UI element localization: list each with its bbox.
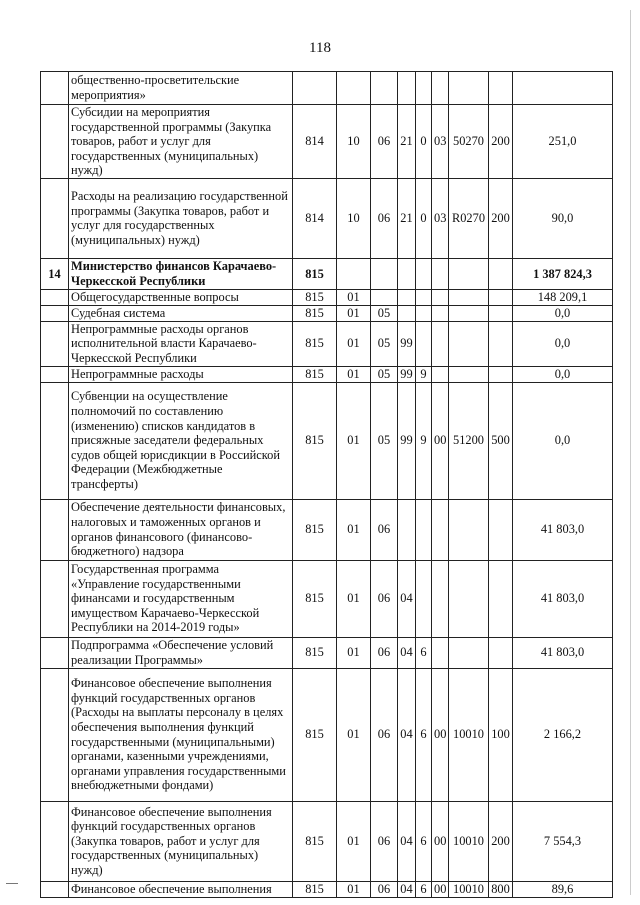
section-code-cell: 10 [337,105,371,179]
amount-cell [513,72,613,105]
expense-name-cell: Государственная программа «Управление государственными финансами и государственным имуществом Карачаево-Черкесской Республики на 2014-2019 годы» [69,560,293,637]
program-code-cell: 04 [398,637,416,668]
expense-type-code-cell [489,72,513,105]
table-row [41,499,613,560]
event-code-cell: 00 [432,801,449,881]
direction-code-cell [449,499,489,560]
row-index-cell [41,881,69,897]
ministry-row [41,258,613,289]
table-row [41,72,613,105]
expense-type-code-cell: 500 [489,382,513,499]
event-code-cell: 00 [432,668,449,801]
department-code-cell: 815 [293,289,337,305]
direction-code-cell [449,72,489,105]
subsection-code-cell: 06 [371,105,398,179]
direction-code-cell [449,258,489,289]
subsection-code-cell: 05 [371,305,398,321]
amount-cell: 251,0 [513,105,613,179]
expense-type-code-cell: 100 [489,668,513,801]
row-index-cell [41,289,69,305]
subsection-code-cell: 06 [371,801,398,881]
subsection-code-cell: 05 [371,366,398,382]
expense-name-cell: Субсидии на мероприятия государственной программы (Закупка товаров, работ и услуг для государственных (муниципальных) нужд) [69,105,293,179]
section-code-cell [337,258,371,289]
amount-cell: 7 554,3 [513,801,613,881]
expense-type-code-cell: 800 [489,881,513,897]
direction-code-cell: 10010 [449,881,489,897]
row-index-cell [41,321,69,366]
subsection-code-cell [371,289,398,305]
subprogram-code-cell: 6 [416,801,432,881]
subprogram-code-cell: 6 [416,881,432,897]
section-code-cell: 01 [337,560,371,637]
program-code-cell: 21 [398,105,416,179]
program-code-cell [398,289,416,305]
row-index-cell [41,499,69,560]
section-code-cell: 01 [337,321,371,366]
event-code-cell [432,321,449,366]
amount-cell: 1 387 824,3 [513,258,613,289]
direction-code-cell [449,637,489,668]
expense-type-code-cell [489,321,513,366]
expense-type-code-cell: 200 [489,178,513,258]
budget-table [40,71,613,898]
table-row [41,637,613,668]
amount-cell: 0,0 [513,321,613,366]
amount-cell: 41 803,0 [513,637,613,668]
row-index-cell [41,668,69,801]
subsection-code-cell: 06 [371,637,398,668]
amount-cell: 41 803,0 [513,499,613,560]
table-row [41,560,613,637]
expense-name-cell: Финансовое обеспечение выполнения функций государственных органов (Расходы на выплаты персоналу в целях обеспечения выполнения функций государственными (муниципальными) органами, казенными учреждениями, органами управления государственными внебюджетными фондами) [69,668,293,801]
subprogram-code-cell: 6 [416,637,432,668]
event-code-cell [432,258,449,289]
amount-cell: 2 166,2 [513,668,613,801]
subsection-code-cell: 06 [371,499,398,560]
expense-type-code-cell: 200 [489,105,513,179]
expense-type-code-cell [489,366,513,382]
direction-code-cell: R0270 [449,178,489,258]
table-row [41,366,613,382]
table-row [41,801,613,881]
amount-cell: 148 209,1 [513,289,613,305]
program-code-cell [398,72,416,105]
amount-cell: 41 803,0 [513,560,613,637]
department-code-cell [293,72,337,105]
table-row [41,382,613,499]
table-row [41,305,613,321]
program-code-cell: 99 [398,366,416,382]
direction-code-cell [449,305,489,321]
subsection-code-cell: 06 [371,178,398,258]
budget-table-body [41,72,613,898]
expense-type-code-cell [489,499,513,560]
expense-name-cell: Общегосударственные вопросы [69,289,293,305]
row-index-cell [41,801,69,881]
subprogram-code-cell [416,305,432,321]
section-code-cell: 01 [337,499,371,560]
department-code-cell: 815 [293,801,337,881]
event-code-cell [432,560,449,637]
department-code-cell: 815 [293,321,337,366]
department-code-cell: 815 [293,881,337,897]
table-row [41,289,613,305]
section-code-cell: 01 [337,366,371,382]
section-code-cell: 01 [337,881,371,897]
department-code-cell: 815 [293,258,337,289]
table-row [41,321,613,366]
direction-code-cell: 10010 [449,801,489,881]
subprogram-code-cell [416,560,432,637]
row-index-cell [41,366,69,382]
event-code-cell: 03 [432,178,449,258]
row-index-cell: 14 [41,258,69,289]
program-code-cell: 04 [398,668,416,801]
department-code-cell: 815 [293,366,337,382]
department-code-cell: 815 [293,637,337,668]
department-code-cell: 815 [293,382,337,499]
program-code-cell: 99 [398,321,416,366]
direction-code-cell [449,560,489,637]
margin-mark [6,883,18,884]
department-code-cell: 815 [293,560,337,637]
program-code-cell: 21 [398,178,416,258]
row-index-cell [41,178,69,258]
section-code-cell: 01 [337,668,371,801]
program-code-cell: 99 [398,382,416,499]
subsection-code-cell: 06 [371,881,398,897]
subprogram-code-cell [416,499,432,560]
subsection-code-cell: 05 [371,321,398,366]
department-code-cell: 815 [293,499,337,560]
department-code-cell: 814 [293,178,337,258]
expense-name-cell: общественно-просветительские мероприятия» [69,72,293,105]
subsection-code-cell [371,72,398,105]
subprogram-code-cell [416,72,432,105]
expense-name-cell: Непрограммные расходы органов исполнительной власти Карачаево-Черкесской Республики [69,321,293,366]
direction-code-cell [449,366,489,382]
amount-cell: 0,0 [513,382,613,499]
event-code-cell: 03 [432,105,449,179]
direction-code-cell [449,289,489,305]
expense-name-cell: Субвенции на осуществление полномочий по составлению (изменению) списков кандидатов в присяжные заседатели федеральных судов общей юрисдикции в Российской Федерации (Межбюджетные трансферты) [69,382,293,499]
department-code-cell: 815 [293,668,337,801]
section-code-cell: 01 [337,801,371,881]
amount-cell: 90,0 [513,178,613,258]
direction-code-cell: 10010 [449,668,489,801]
expense-name-cell: Финансовое обеспечение выполнения [69,881,293,897]
direction-code-cell: 50270 [449,105,489,179]
table-row [41,105,613,179]
subsection-code-cell: 06 [371,560,398,637]
row-index-cell [41,382,69,499]
direction-code-cell [449,321,489,366]
expense-type-code-cell [489,560,513,637]
event-code-cell: 00 [432,382,449,499]
section-code-cell: 10 [337,178,371,258]
section-code-cell: 01 [337,637,371,668]
subsection-code-cell: 06 [371,668,398,801]
expense-type-code-cell [489,258,513,289]
event-code-cell: 00 [432,881,449,897]
amount-cell: 0,0 [513,366,613,382]
subprogram-code-cell [416,321,432,366]
program-code-cell: 04 [398,560,416,637]
row-index-cell [41,637,69,668]
subprogram-code-cell: 9 [416,366,432,382]
subprogram-code-cell: 0 [416,178,432,258]
expense-name-cell: Подпрограмма «Обеспечение условий реализации Программы» [69,637,293,668]
program-code-cell: 04 [398,881,416,897]
amount-cell: 0,0 [513,305,613,321]
table-row [41,178,613,258]
section-code-cell: 01 [337,289,371,305]
section-code-cell: 01 [337,382,371,499]
subsection-code-cell: 05 [371,382,398,499]
page-number: 118 [309,40,331,56]
expense-name-cell: Расходы на реализацию государственной программы (Закупка товаров, работ и услуг для государственных (муниципальных) нужд) [69,178,293,258]
row-index-cell [41,72,69,105]
expense-name-cell: Финансовое обеспечение выполнения функций государственных органов (Закупка товаров, работ и услуг для государственных (муниципальных) нужд) [69,801,293,881]
expense-type-code-cell: 200 [489,801,513,881]
expense-name-cell: Судебная система [69,305,293,321]
subprogram-code-cell [416,289,432,305]
section-code-cell [337,72,371,105]
expense-type-code-cell [489,289,513,305]
table-row [41,668,613,801]
program-code-cell [398,305,416,321]
event-code-cell [432,637,449,668]
department-code-cell: 814 [293,105,337,179]
expense-type-code-cell [489,305,513,321]
event-code-cell [432,305,449,321]
event-code-cell [432,289,449,305]
row-index-cell [41,105,69,179]
event-code-cell [432,366,449,382]
program-code-cell [398,499,416,560]
expense-type-code-cell [489,637,513,668]
direction-code-cell: 51200 [449,382,489,499]
program-code-cell: 04 [398,801,416,881]
expense-name-cell: Министерство финансов Карачаево-Черкесской Республики [69,258,293,289]
event-code-cell [432,499,449,560]
expense-name-cell: Обеспечение деятельности финансовых, налоговых и таможенных органов и органов финансового (финансово-бюджетного) надзора [69,499,293,560]
subprogram-code-cell [416,258,432,289]
section-code-cell: 01 [337,305,371,321]
row-index-cell [41,560,69,637]
event-code-cell [432,72,449,105]
department-code-cell: 815 [293,305,337,321]
subprogram-code-cell: 6 [416,668,432,801]
subprogram-code-cell: 0 [416,105,432,179]
row-index-cell [41,305,69,321]
expense-name-cell: Непрограммные расходы [69,366,293,382]
subprogram-code-cell: 9 [416,382,432,499]
page-edge-line [630,10,631,895]
program-code-cell [398,258,416,289]
subsection-code-cell [371,258,398,289]
table-row [41,881,613,897]
amount-cell: 89,6 [513,881,613,897]
